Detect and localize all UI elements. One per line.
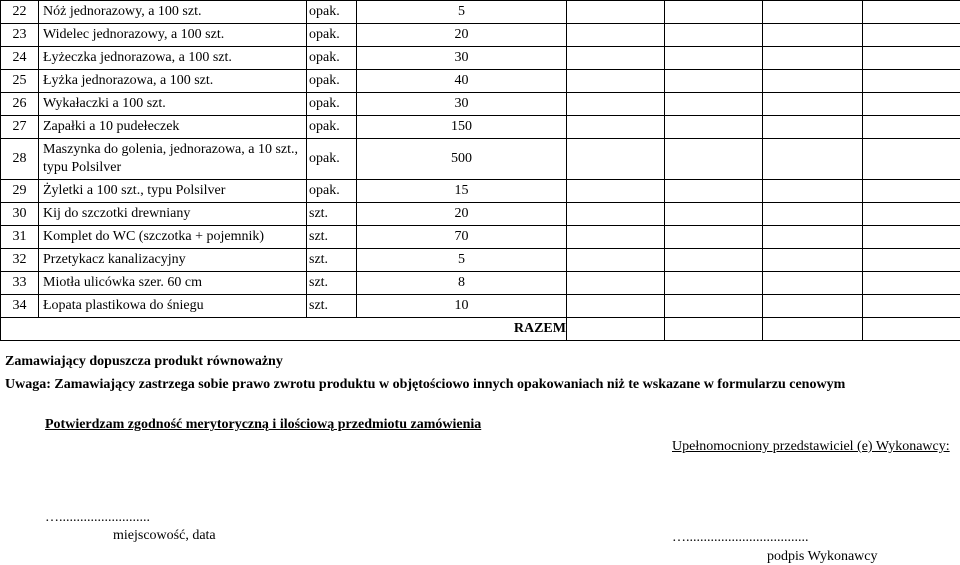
sum-label: RAZEM bbox=[357, 318, 567, 341]
sum-cell bbox=[665, 318, 763, 341]
empty-cell bbox=[763, 139, 863, 180]
table-row bbox=[1, 93, 960, 116]
table-row bbox=[1, 203, 960, 226]
empty-cell bbox=[863, 180, 960, 203]
empty-cell bbox=[567, 116, 665, 139]
table-row bbox=[1, 47, 960, 70]
empty-cell bbox=[863, 1, 960, 24]
empty-cell bbox=[567, 139, 665, 180]
empty-cell bbox=[567, 249, 665, 272]
signature-dots: …................................... bbox=[672, 530, 809, 545]
empty-cell bbox=[863, 70, 960, 93]
table-row bbox=[1, 249, 960, 272]
signature-caption: podpis Wykonawcy bbox=[767, 549, 878, 564]
empty-cell bbox=[665, 139, 763, 180]
empty-cell bbox=[567, 226, 665, 249]
empty-cell bbox=[763, 47, 863, 70]
item-name: Łopata plastikowa do śniegu bbox=[39, 295, 307, 318]
empty-cell bbox=[763, 180, 863, 203]
item-name: Miotła ulicówka szer. 60 cm bbox=[39, 272, 307, 295]
row-number: 30 bbox=[1, 203, 39, 226]
item-unit: opak. bbox=[307, 1, 357, 24]
empty-cell bbox=[665, 70, 763, 93]
empty-cell bbox=[567, 93, 665, 116]
row-number: 33 bbox=[1, 272, 39, 295]
item-name: Nóż jednorazowy, a 100 szt. bbox=[39, 1, 307, 24]
row-number: 29 bbox=[1, 180, 39, 203]
table-row bbox=[1, 295, 960, 318]
empty-cell bbox=[763, 24, 863, 47]
item-quantity: 500 bbox=[357, 139, 567, 180]
row-number: 31 bbox=[1, 226, 39, 249]
empty-cell bbox=[567, 203, 665, 226]
item-quantity: 150 bbox=[357, 116, 567, 139]
empty-cell bbox=[763, 203, 863, 226]
empty-cell bbox=[665, 24, 763, 47]
row-number: 32 bbox=[1, 249, 39, 272]
row-number: 34 bbox=[1, 295, 39, 318]
table-row bbox=[1, 116, 960, 139]
sum-cell bbox=[567, 318, 665, 341]
item-name: Maszynka do golenia, jednorazowa, a 10 szt., typu Polsilver bbox=[39, 139, 307, 180]
empty-cell bbox=[863, 226, 960, 249]
item-unit: opak. bbox=[307, 93, 357, 116]
empty-cell bbox=[863, 203, 960, 226]
empty-cell bbox=[567, 47, 665, 70]
place-date-dots: ….......................... bbox=[45, 510, 150, 525]
item-unit: opak. bbox=[307, 47, 357, 70]
item-name: Wykałaczki a 100 szt. bbox=[39, 93, 307, 116]
item-quantity: 8 bbox=[357, 272, 567, 295]
empty-cell bbox=[665, 272, 763, 295]
item-unit: opak. bbox=[307, 139, 357, 180]
row-number: 27 bbox=[1, 116, 39, 139]
empty-cell bbox=[567, 180, 665, 203]
empty-cell bbox=[665, 93, 763, 116]
item-unit: opak. bbox=[307, 116, 357, 139]
item-quantity: 10 bbox=[357, 295, 567, 318]
empty-cell bbox=[665, 47, 763, 70]
empty-cell bbox=[763, 226, 863, 249]
item-name: Widelec jednorazowy, a 100 szt. bbox=[39, 24, 307, 47]
table-row bbox=[1, 1, 960, 24]
empty-cell bbox=[863, 24, 960, 47]
empty-cell bbox=[567, 295, 665, 318]
item-quantity: 20 bbox=[357, 24, 567, 47]
empty-cell bbox=[665, 203, 763, 226]
item-quantity: 5 bbox=[357, 249, 567, 272]
empty-cell bbox=[863, 295, 960, 318]
representative-label: Upełnomocniony przedstawiciel (e) Wykonawcy: bbox=[672, 439, 950, 454]
empty-cell bbox=[763, 249, 863, 272]
warning-note: Uwaga: Zamawiający zastrzega sobie prawo zwrotu produktu w objętościowo innych opakowaniach niż te wskazane w formularzu cenowym bbox=[5, 377, 846, 392]
item-name: Żyletki a 100 szt., typu Polsilver bbox=[39, 180, 307, 203]
item-name: Zapałki a 10 pudełeczek bbox=[39, 116, 307, 139]
sum-cell bbox=[863, 318, 960, 341]
item-unit: opak. bbox=[307, 70, 357, 93]
item-name: Łyżka jednorazowa, a 100 szt. bbox=[39, 70, 307, 93]
confirmation-text: Potwierdzam zgodność merytoryczną i ilościową przedmiotu zamówienia bbox=[45, 417, 482, 432]
table-row bbox=[1, 226, 960, 249]
empty-cell bbox=[863, 93, 960, 116]
empty-cell bbox=[763, 295, 863, 318]
empty-cell bbox=[665, 226, 763, 249]
empty-cell bbox=[763, 116, 863, 139]
item-unit: szt. bbox=[307, 203, 357, 226]
item-quantity: 30 bbox=[357, 93, 567, 116]
table-row bbox=[1, 139, 960, 180]
empty-cell bbox=[665, 295, 763, 318]
empty-cell bbox=[665, 1, 763, 24]
empty-cell bbox=[863, 272, 960, 295]
row-number: 26 bbox=[1, 93, 39, 116]
empty-cell bbox=[763, 272, 863, 295]
item-name: Przetykacz kanalizacyjny bbox=[39, 249, 307, 272]
item-unit: opak. bbox=[307, 24, 357, 47]
equivalent-note: Zamawiający dopuszcza produkt równoważny bbox=[5, 354, 283, 369]
empty-cell bbox=[665, 116, 763, 139]
sum-spacer bbox=[1, 318, 357, 341]
empty-cell bbox=[665, 249, 763, 272]
empty-cell bbox=[863, 139, 960, 180]
item-quantity: 40 bbox=[357, 70, 567, 93]
item-quantity: 15 bbox=[357, 180, 567, 203]
item-quantity: 30 bbox=[357, 47, 567, 70]
empty-cell bbox=[665, 180, 763, 203]
empty-cell bbox=[567, 1, 665, 24]
empty-cell bbox=[763, 93, 863, 116]
row-number: 24 bbox=[1, 47, 39, 70]
sum-cell bbox=[763, 318, 863, 341]
table-row bbox=[1, 24, 960, 47]
place-date-caption: miejscowość, data bbox=[113, 528, 216, 543]
row-number: 22 bbox=[1, 1, 39, 24]
item-quantity: 70 bbox=[357, 226, 567, 249]
empty-cell bbox=[863, 249, 960, 272]
item-name: Komplet do WC (szczotka + pojemnik) bbox=[39, 226, 307, 249]
item-unit: opak. bbox=[307, 180, 357, 203]
sum-row bbox=[1, 318, 960, 341]
empty-cell bbox=[863, 47, 960, 70]
row-number: 28 bbox=[1, 139, 39, 180]
row-number: 23 bbox=[1, 24, 39, 47]
item-unit: szt. bbox=[307, 295, 357, 318]
row-number: 25 bbox=[1, 70, 39, 93]
item-unit: szt. bbox=[307, 226, 357, 249]
item-name: Kij do szczotki drewniany bbox=[39, 203, 307, 226]
table-row bbox=[1, 272, 960, 295]
empty-cell bbox=[863, 116, 960, 139]
item-name: Łyżeczka jednorazowa, a 100 szt. bbox=[39, 47, 307, 70]
item-unit: szt. bbox=[307, 249, 357, 272]
item-unit: szt. bbox=[307, 272, 357, 295]
empty-cell bbox=[763, 70, 863, 93]
empty-cell bbox=[567, 70, 665, 93]
empty-cell bbox=[567, 24, 665, 47]
table-row bbox=[1, 180, 960, 203]
empty-cell bbox=[567, 272, 665, 295]
empty-cell bbox=[763, 1, 863, 24]
item-quantity: 20 bbox=[357, 203, 567, 226]
table-row bbox=[1, 70, 960, 93]
item-quantity: 5 bbox=[357, 1, 567, 24]
